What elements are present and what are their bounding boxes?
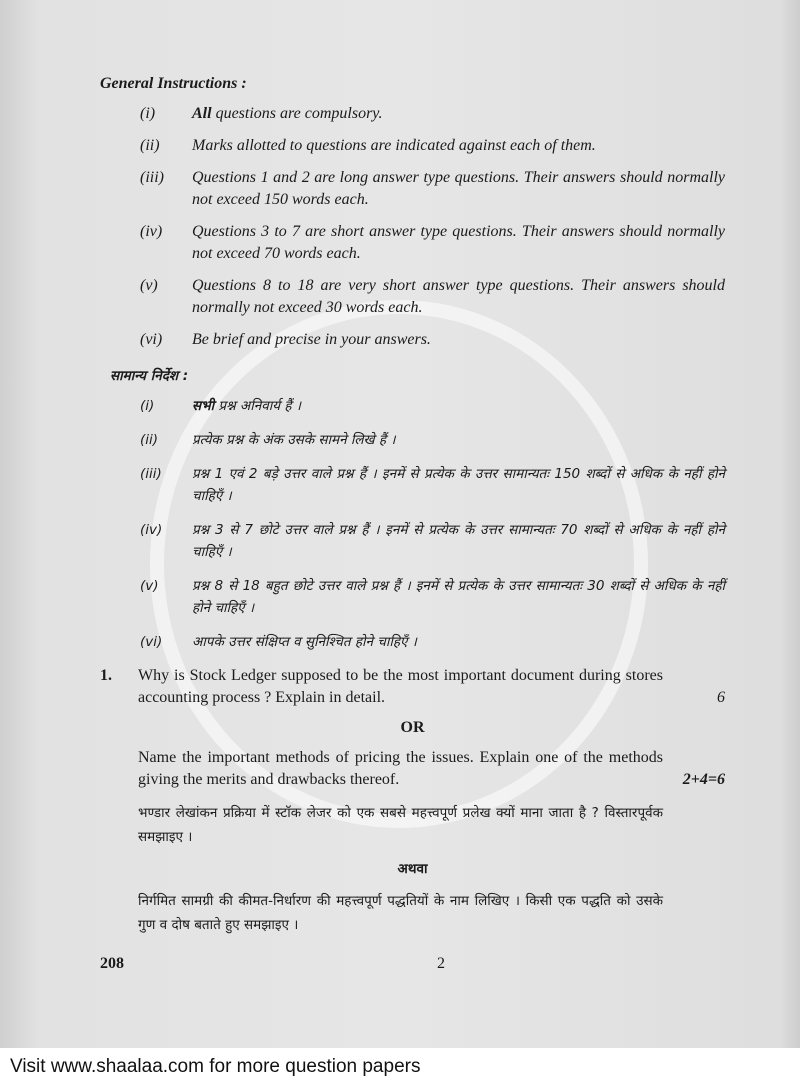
item-text: प्रश्न 1 एवं 2 बड़े उत्तर वाले प्रश्न हैं । इनमें से प्रत्येक के उत्तर सामान्यतः 150 शब्दों से अधिक के नहीं होने चाहिएँ ।: [192, 466, 725, 504]
hindi-instruction-item: [140, 631, 725, 653]
item-text: Questions 3 to 7 are short answer type questions. Their answers should normally not exceed 70 words each.: [192, 223, 725, 262]
item-number: (iii): [140, 169, 164, 186]
item-number: (v): [140, 578, 159, 594]
item-text: Be brief and precise in your answers.: [192, 331, 431, 348]
hindi-instruction-item: [140, 429, 725, 451]
question-1-alternative: [100, 747, 725, 791]
paper-code: 208: [100, 955, 124, 972]
hindi-question-text: भण्डार लेखांकन प्रक्रिया में स्टॉक लेजर को एक सबसे महत्त्वपूर्ण प्रलेख क्यों माना जाता है ? विस्तारपूर्वक समझाइए ।: [138, 805, 663, 845]
hindi-alternative-question-text: निर्गमित सामग्री की कीमत-निर्धारण की महत्त्वपूर्ण पद्धतियों के नाम लिखिए । किसी एक पद्धति को उसके गुण व दोष बताते हुए समझाइए ।: [138, 893, 663, 933]
hindi-instruction-item: [140, 519, 725, 563]
question-1: [100, 665, 725, 709]
hindi-instruction-item: [140, 463, 725, 507]
item-text: Questions 1 and 2 are long answer type questions. Their answers should normally not exceed 150 words each.: [192, 169, 725, 208]
hindi-instruction-item: [140, 395, 725, 417]
item-bold: All: [192, 105, 212, 122]
item-number: (iv): [140, 223, 163, 240]
item-text: Marks allotted to questions are indicated against each of them.: [192, 137, 596, 154]
item-number: (ii): [140, 137, 160, 154]
footer-banner: [0, 1048, 800, 1088]
item-text: प्रश्न अनिवार्य हैं ।: [214, 398, 301, 414]
alternative-question-marks: 2+4=6: [682, 771, 725, 788]
item-text: Questions 8 to 18 are very short answer type questions. Their answers should normally not exceed 30 words each.: [192, 277, 725, 316]
item-number: (iii): [140, 466, 162, 482]
item-number: (i): [140, 398, 155, 414]
instruction-item: [140, 135, 725, 157]
instruction-item: [140, 275, 725, 319]
item-bold: सभी: [192, 398, 215, 414]
item-number: (i): [140, 105, 156, 122]
item-text: प्रश्न 8 से 18 बहुत छोटे उत्तर वाले प्रश्न हैं । इनमें से प्रत्येक के उत्तर सामान्यतः 30 शब्दों से अधिक के नहीं होने चाहिएँ ।: [192, 578, 725, 616]
item-text: प्रत्येक प्रश्न के अंक उसके सामने लिखे हैं ।: [192, 432, 396, 448]
question-marks: 6: [717, 689, 725, 706]
hindi-instruction-item: [140, 575, 725, 619]
item-text: आपके उत्तर संक्षिप्त व सुनिश्चित होने चाहिएँ ।: [192, 634, 417, 650]
instruction-item: [140, 103, 725, 125]
alternative-question-text: Name the important methods of pricing the issues. Explain one of the methods giving the merits and drawbacks thereof.: [138, 749, 663, 788]
question-number: 1.: [100, 667, 112, 684]
page-content: [100, 73, 725, 973]
english-instructions-heading: General Instructions :: [100, 75, 247, 92]
item-number: (ii): [140, 432, 159, 448]
item-number: (v): [140, 277, 158, 294]
question-text: Why is Stock Ledger supposed to be the most important document during stores accounting process ? Explain in detail.: [138, 667, 663, 706]
hindi-instructions-heading: सामान्य निर्देश :: [110, 368, 189, 384]
instruction-item: [140, 167, 725, 211]
page-footer: [100, 955, 445, 973]
instruction-item: [140, 221, 725, 265]
footer-banner-text: Visit www.shaalaa.com for more question papers: [10, 1056, 421, 1077]
instruction-item: [140, 329, 725, 351]
item-number: (iv): [140, 522, 163, 538]
item-text: questions are compulsory.: [211, 105, 383, 122]
item-number: (vi): [140, 331, 163, 348]
page-number: 2: [437, 955, 445, 972]
or-separator: OR: [400, 719, 425, 736]
hindi-or-separator: अथवा: [397, 861, 428, 877]
item-number: (vi): [140, 634, 163, 650]
item-text: प्रश्न 3 से 7 छोटे उत्तर वाले प्रश्न हैं । इनमें से प्रत्येक के उत्तर सामान्यतः 70 शब्दों से अधिक के नहीं होने चाहिएँ ।: [192, 522, 725, 560]
